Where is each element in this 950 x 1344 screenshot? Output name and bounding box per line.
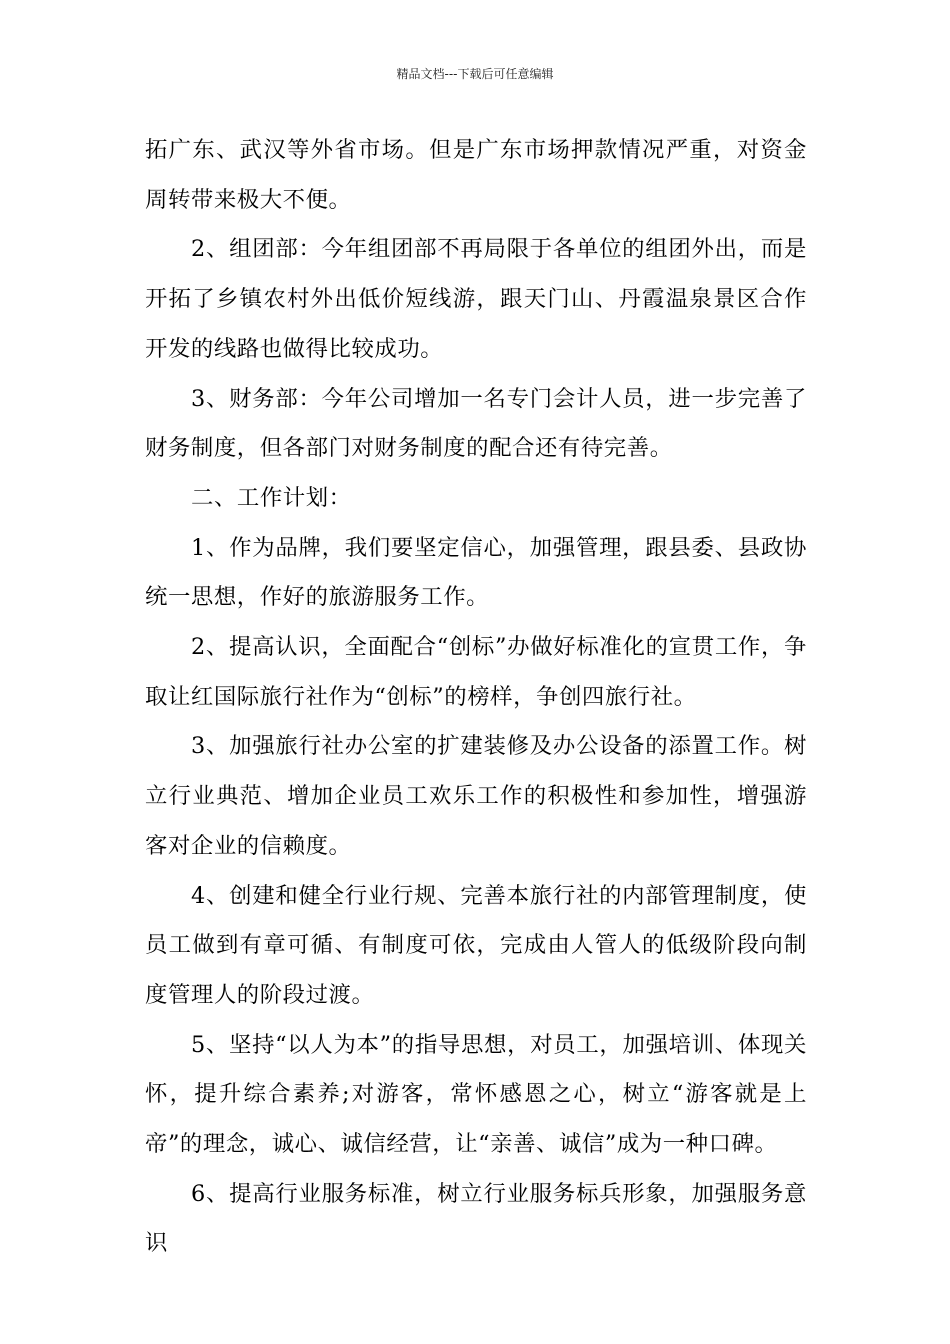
document-body — [145, 126, 807, 1269]
page-header: 精品文档---下载后可任意编辑 — [396, 67, 554, 81]
paragraph-6: 2、提高认识，全面配合“创标”办做好标准化的宣贯工作，争取让红国际旅行社作为“创标”的榜样，争创四旅行社。 — [145, 634, 807, 710]
section-heading-work-plan: 二、工作计划： — [191, 484, 352, 511]
paragraph-9: 5、坚持“以人为本”的指导思想，对员工，加强培训、体现关怀，提升综合素养;对游客，常怀感恩之心，树立“游客就是上帝”的理念，诚心、诚信经营，让“亲善、诚信”成为一种口碑。 — [145, 1031, 807, 1158]
paragraph-10: 6、提高行业服务标准，树立行业服务标兵形象，加强服务意识 — [145, 1180, 807, 1257]
paragraph-8: 4、创建和健全行业行规、完善本旅行社的内部管理制度，使员工做到有章可循、有制度可依，完成由人管人的低级阶段向制度管理人的阶段过渡。 — [145, 882, 807, 1008]
paragraph-5: 1、作为品牌，我们要坚定信心，加强管理，跟县委、县政协统一思想，作好的旅游服务工作。 — [145, 534, 807, 611]
paragraph-7: 3、加强旅行社办公室的扩建装修及办公设备的添置工作。树立行业典范、增加企业员工欢乐工作的积极性和参加性，增强游客对企业的信赖度。 — [145, 733, 807, 859]
paragraph-1: 拓广东、武汉等外省市场。但是广东市场押款情况严重，对资金周转带来极大不便。 — [145, 137, 807, 213]
paragraph-2: 2、组团部：今年组团部不再局限于各单位的组团外出，而是开拓了乡镇农村外出低价短线游，跟天门山、丹霞温泉景区合作开发的线路也做得比较成功。 — [145, 236, 807, 362]
paragraph-3: 3、财务部：今年公司增加一名专门会计人员，进一步完善了财务制度，但各部门对财务制度的配合还有待完善。 — [145, 385, 807, 462]
